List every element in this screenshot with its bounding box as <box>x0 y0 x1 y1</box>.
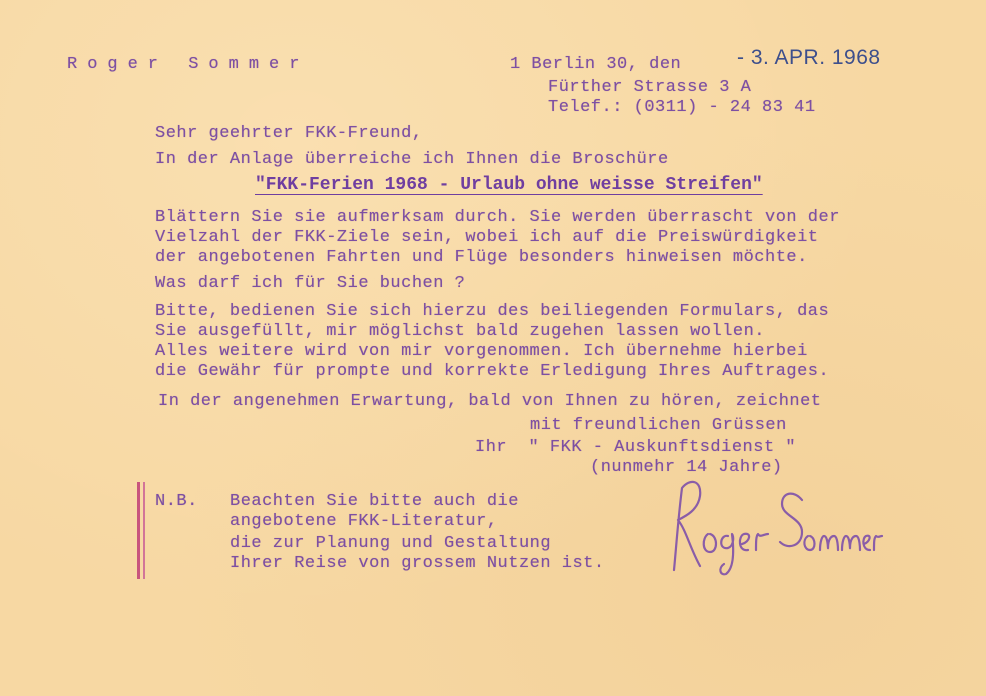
signoff-line: Ihr " FKK - Auskunftsdienst " <box>475 438 797 457</box>
closing-line: In der angenehmen Erwartung, bald von Ihnen zu hören, zeichnet <box>158 392 822 411</box>
postscript-line: angebotene FKK-Literatur, <box>230 512 498 531</box>
intro-line: In der Anlage überreiche ich Ihnen die Broschüre <box>155 150 669 169</box>
address-city-line: 1 Berlin 30, den <box>510 55 682 74</box>
body-line: Sie ausgefüllt, mir möglichst bald zugehen lassen wollen. <box>155 322 765 341</box>
date-stamp: - 3. APR. 1968 <box>737 46 881 69</box>
margin-rule-secondary <box>143 482 145 579</box>
address-street: Fürther Strasse 3 A <box>548 78 752 97</box>
body-line: Bitte, bedienen Sie sich hierzu des beiliegenden Formulars, das <box>155 302 830 321</box>
salutation: Sehr geehrter FKK-Freund, <box>155 124 423 143</box>
body-line: Alles weitere wird von mir vorgenommen. Ich übernehme hierbei <box>155 342 808 361</box>
address-phone: Telef.: (0311) - 24 83 41 <box>548 98 816 117</box>
question-line: Was darf ich für Sie buchen ? <box>155 274 466 293</box>
margin-rule <box>137 482 140 579</box>
postscript-line: Beachten Sie bitte auch die <box>230 492 519 511</box>
postscript-line: Ihrer Reise von grossem Nutzen ist. <box>230 554 605 573</box>
years-line: (nunmehr 14 Jahre) <box>590 458 783 477</box>
body-line: Blättern Sie sie aufmerksam durch. Sie werden überrascht von der <box>155 208 840 227</box>
body-line: der angebotenen Fahrten und Flüge besonders hinweisen möchte. <box>155 248 808 267</box>
brochure-title: "FKK-Ferien 1968 - Urlaub ohne weisse Streifen" <box>255 175 763 195</box>
body-line: die Gewähr für prompte und korrekte Erledigung Ihres Auftrages. <box>155 362 830 381</box>
greeting-line: mit freundlichen Grüssen <box>530 416 787 435</box>
handwritten-signature <box>656 470 886 580</box>
postscript-line: die zur Planung und Gestaltung <box>230 534 552 553</box>
body-line: Vielzahl der FKK-Ziele sein, wobei ich auf die Preiswürdigkeit <box>155 228 819 247</box>
sender-name: Roger Sommer <box>67 55 310 74</box>
postscript-label: N.B. <box>155 492 198 511</box>
